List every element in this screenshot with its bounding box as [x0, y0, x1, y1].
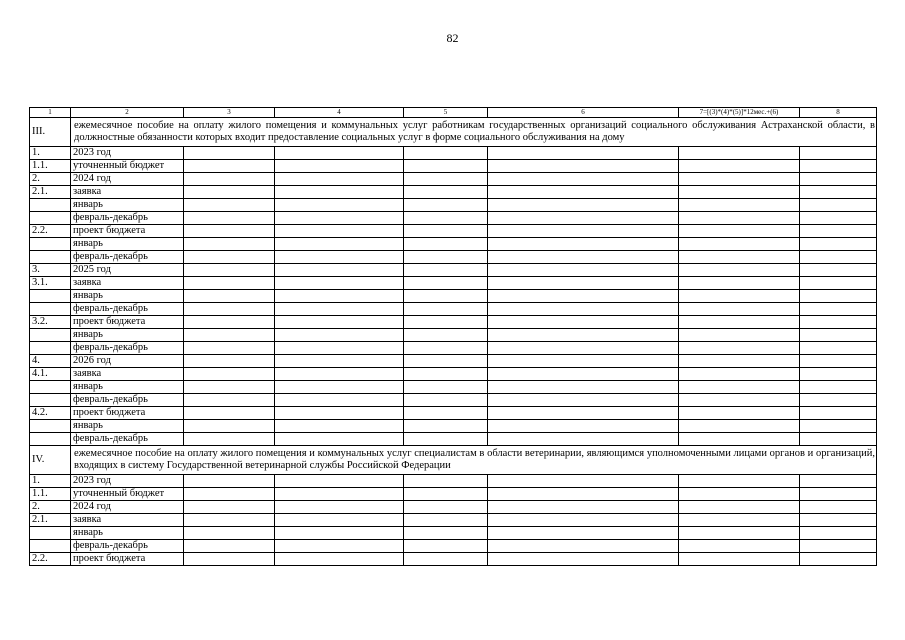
- value-cell: [404, 488, 488, 501]
- value-cell: [488, 329, 679, 342]
- table-row: [30, 264, 877, 277]
- value-cell: [679, 381, 800, 394]
- value-cell: [679, 199, 800, 212]
- value-cell: [800, 316, 877, 329]
- row-number: [30, 381, 71, 394]
- value-cell: [184, 355, 275, 368]
- value-cell: [488, 514, 679, 527]
- value-cell: [275, 501, 404, 514]
- table-row: [30, 501, 877, 514]
- row-number: 3.: [30, 264, 71, 277]
- value-cell: [404, 290, 488, 303]
- row-number: [30, 527, 71, 540]
- row-number: [30, 394, 71, 407]
- value-cell: [275, 420, 404, 433]
- column-number-cell: 3: [184, 108, 275, 118]
- table-row: [30, 381, 877, 394]
- value-cell: [800, 407, 877, 420]
- value-cell: [679, 186, 800, 199]
- value-cell: [404, 264, 488, 277]
- value-cell: [275, 381, 404, 394]
- value-cell: [404, 407, 488, 420]
- value-cell: [404, 475, 488, 488]
- row-number: III.: [30, 118, 71, 147]
- value-cell: [275, 212, 404, 225]
- row-label: проект бюджета: [71, 553, 184, 566]
- row-number: 1.1.: [30, 488, 71, 501]
- value-cell: [184, 381, 275, 394]
- value-cell: [275, 147, 404, 160]
- row-label: январь: [71, 329, 184, 342]
- value-cell: [275, 514, 404, 527]
- value-cell: [679, 527, 800, 540]
- value-cell: [679, 433, 800, 446]
- row-label: январь: [71, 290, 184, 303]
- page-number: 82: [446, 31, 459, 45]
- row-number: 4.2.: [30, 407, 71, 420]
- row-label: 2025 год: [71, 264, 184, 277]
- value-cell: [404, 238, 488, 251]
- value-cell: [404, 553, 488, 566]
- value-cell: [488, 160, 679, 173]
- row-label: февраль-декабрь: [71, 212, 184, 225]
- value-cell: [488, 368, 679, 381]
- value-cell: [679, 290, 800, 303]
- row-label: уточненный бюджет: [71, 488, 184, 501]
- value-cell: [404, 433, 488, 446]
- value-cell: [679, 147, 800, 160]
- value-cell: [404, 199, 488, 212]
- value-cell: [488, 277, 679, 290]
- value-cell: [800, 290, 877, 303]
- value-cell: [800, 527, 877, 540]
- value-cell: [679, 264, 800, 277]
- row-number: 2.1.: [30, 186, 71, 199]
- value-cell: [404, 277, 488, 290]
- value-cell: [404, 381, 488, 394]
- value-cell: [488, 238, 679, 251]
- value-cell: [800, 251, 877, 264]
- value-cell: [184, 238, 275, 251]
- table-row: [30, 355, 877, 368]
- value-cell: [800, 381, 877, 394]
- value-cell: [184, 394, 275, 407]
- row-label: февраль-декабрь: [71, 433, 184, 446]
- row-number: 2.: [30, 173, 71, 186]
- table-row: [30, 199, 877, 212]
- value-cell: [404, 160, 488, 173]
- value-cell: [184, 160, 275, 173]
- value-cell: [800, 514, 877, 527]
- section-header-row: [30, 446, 877, 475]
- table-row: [30, 394, 877, 407]
- value-cell: [404, 186, 488, 199]
- value-cell: [184, 553, 275, 566]
- table-row: [30, 251, 877, 264]
- value-cell: [404, 501, 488, 514]
- value-cell: [679, 488, 800, 501]
- value-cell: [488, 212, 679, 225]
- table-row: [30, 553, 877, 566]
- value-cell: [275, 407, 404, 420]
- value-cell: [404, 329, 488, 342]
- value-cell: [275, 173, 404, 186]
- value-cell: [184, 501, 275, 514]
- value-cell: [679, 514, 800, 527]
- value-cell: [488, 553, 679, 566]
- row-number: [30, 540, 71, 553]
- row-label: февраль-декабрь: [71, 540, 184, 553]
- value-cell: [184, 173, 275, 186]
- table-row: [30, 173, 877, 186]
- section-description: ежемесячное пособие на оплату жилого помещения и коммунальных услуг специалистам в области ветеринарии, являющимся уполномоченными лицами органов и организаций, входящих в систему Государственной ветеринарной службы Российской Федерации: [71, 446, 877, 475]
- value-cell: [275, 290, 404, 303]
- value-cell: [275, 475, 404, 488]
- value-cell: [184, 290, 275, 303]
- value-cell: [679, 501, 800, 514]
- value-cell: [275, 329, 404, 342]
- value-cell: [184, 527, 275, 540]
- row-number: [30, 238, 71, 251]
- value-cell: [679, 238, 800, 251]
- row-label: февраль-декабрь: [71, 251, 184, 264]
- value-cell: [275, 251, 404, 264]
- value-cell: [488, 527, 679, 540]
- value-cell: [184, 540, 275, 553]
- row-label: уточненный бюджет: [71, 160, 184, 173]
- row-label: январь: [71, 199, 184, 212]
- value-cell: [800, 420, 877, 433]
- row-number: 4.1.: [30, 368, 71, 381]
- row-number: [30, 420, 71, 433]
- value-cell: [679, 225, 800, 238]
- value-cell: [275, 277, 404, 290]
- value-cell: [488, 488, 679, 501]
- column-number-cell: 5: [404, 108, 488, 118]
- value-cell: [488, 225, 679, 238]
- value-cell: [275, 488, 404, 501]
- row-label: заявка: [71, 186, 184, 199]
- row-label: проект бюджета: [71, 316, 184, 329]
- row-number: 1.: [30, 147, 71, 160]
- value-cell: [184, 264, 275, 277]
- value-cell: [679, 303, 800, 316]
- row-label: февраль-декабрь: [71, 303, 184, 316]
- value-cell: [404, 316, 488, 329]
- table-row: [30, 186, 877, 199]
- value-cell: [488, 475, 679, 488]
- value-cell: [275, 238, 404, 251]
- value-cell: [679, 553, 800, 566]
- table-row: [30, 368, 877, 381]
- value-cell: [275, 225, 404, 238]
- value-cell: [275, 186, 404, 199]
- value-cell: [800, 147, 877, 160]
- row-number: 2.1.: [30, 514, 71, 527]
- row-label: проект бюджета: [71, 407, 184, 420]
- value-cell: [488, 394, 679, 407]
- value-cell: [679, 212, 800, 225]
- table-row: [30, 514, 877, 527]
- value-cell: [800, 186, 877, 199]
- value-cell: [184, 329, 275, 342]
- value-cell: [488, 540, 679, 553]
- value-cell: [679, 407, 800, 420]
- value-cell: [184, 407, 275, 420]
- value-cell: [800, 160, 877, 173]
- table-row: [30, 488, 877, 501]
- value-cell: [275, 199, 404, 212]
- row-number: [30, 433, 71, 446]
- row-label: заявка: [71, 368, 184, 381]
- value-cell: [275, 342, 404, 355]
- value-cell: [275, 368, 404, 381]
- value-cell: [275, 303, 404, 316]
- budget-table: [29, 107, 877, 566]
- column-number-row: [30, 108, 877, 118]
- value-cell: [275, 433, 404, 446]
- value-cell: [184, 277, 275, 290]
- value-cell: [488, 147, 679, 160]
- value-cell: [679, 277, 800, 290]
- value-cell: [275, 540, 404, 553]
- table-row: [30, 433, 877, 446]
- value-cell: [184, 433, 275, 446]
- table-row: [30, 303, 877, 316]
- value-cell: [275, 316, 404, 329]
- row-label: февраль-декабрь: [71, 394, 184, 407]
- value-cell: [800, 329, 877, 342]
- value-cell: [488, 501, 679, 514]
- value-cell: [404, 173, 488, 186]
- table-row: [30, 420, 877, 433]
- row-label: заявка: [71, 514, 184, 527]
- row-number: [30, 303, 71, 316]
- row-number: [30, 342, 71, 355]
- row-number: 1.: [30, 475, 71, 488]
- value-cell: [800, 212, 877, 225]
- row-number: [30, 251, 71, 264]
- value-cell: [275, 527, 404, 540]
- row-label: февраль-декабрь: [71, 342, 184, 355]
- section-header-row: [30, 118, 877, 147]
- value-cell: [488, 433, 679, 446]
- row-number: [30, 212, 71, 225]
- value-cell: [488, 342, 679, 355]
- row-label: 2023 год: [71, 475, 184, 488]
- value-cell: [800, 394, 877, 407]
- value-cell: [404, 514, 488, 527]
- table-row: [30, 238, 877, 251]
- value-cell: [404, 212, 488, 225]
- table-row: [30, 475, 877, 488]
- table-row: [30, 540, 877, 553]
- value-cell: [275, 553, 404, 566]
- value-cell: [679, 251, 800, 264]
- value-cell: [184, 475, 275, 488]
- value-cell: [404, 420, 488, 433]
- row-label: заявка: [71, 277, 184, 290]
- row-label: 2026 год: [71, 355, 184, 368]
- row-number: 2.2.: [30, 225, 71, 238]
- value-cell: [488, 264, 679, 277]
- value-cell: [679, 160, 800, 173]
- value-cell: [275, 355, 404, 368]
- value-cell: [275, 394, 404, 407]
- value-cell: [800, 355, 877, 368]
- table-row: [30, 225, 877, 238]
- value-cell: [184, 186, 275, 199]
- value-cell: [404, 225, 488, 238]
- table-row: [30, 407, 877, 420]
- table-row: [30, 277, 877, 290]
- value-cell: [800, 303, 877, 316]
- column-number-cell: 2: [71, 108, 184, 118]
- row-label: 2024 год: [71, 501, 184, 514]
- row-label: 2023 год: [71, 147, 184, 160]
- value-cell: [800, 173, 877, 186]
- table-row: [30, 527, 877, 540]
- value-cell: [800, 540, 877, 553]
- value-cell: [800, 238, 877, 251]
- value-cell: [800, 277, 877, 290]
- value-cell: [184, 420, 275, 433]
- row-label: январь: [71, 238, 184, 251]
- value-cell: [488, 303, 679, 316]
- row-number: 2.: [30, 501, 71, 514]
- value-cell: [275, 264, 404, 277]
- value-cell: [488, 355, 679, 368]
- value-cell: [404, 368, 488, 381]
- value-cell: [679, 355, 800, 368]
- value-cell: [184, 316, 275, 329]
- value-cell: [679, 329, 800, 342]
- value-cell: [679, 420, 800, 433]
- value-cell: [679, 316, 800, 329]
- table-row: [30, 290, 877, 303]
- value-cell: [404, 342, 488, 355]
- row-number: [30, 329, 71, 342]
- value-cell: [404, 303, 488, 316]
- row-label: 2024 год: [71, 173, 184, 186]
- value-cell: [184, 342, 275, 355]
- value-cell: [404, 251, 488, 264]
- row-number: IV.: [30, 446, 71, 475]
- column-number-cell: 7=[(3)*(4)*(5)]*12мес.+(6): [679, 108, 800, 118]
- value-cell: [184, 251, 275, 264]
- value-cell: [679, 368, 800, 381]
- value-cell: [184, 225, 275, 238]
- value-cell: [800, 264, 877, 277]
- value-cell: [404, 527, 488, 540]
- value-cell: [679, 394, 800, 407]
- value-cell: [488, 199, 679, 212]
- row-label: январь: [71, 527, 184, 540]
- value-cell: [488, 186, 679, 199]
- value-cell: [404, 355, 488, 368]
- value-cell: [404, 147, 488, 160]
- value-cell: [275, 160, 404, 173]
- value-cell: [679, 342, 800, 355]
- value-cell: [488, 251, 679, 264]
- value-cell: [800, 433, 877, 446]
- value-cell: [800, 199, 877, 212]
- value-cell: [184, 303, 275, 316]
- value-cell: [800, 225, 877, 238]
- value-cell: [679, 540, 800, 553]
- value-cell: [404, 394, 488, 407]
- row-number: 3.1.: [30, 277, 71, 290]
- value-cell: [404, 540, 488, 553]
- value-cell: [488, 381, 679, 394]
- value-cell: [800, 501, 877, 514]
- row-label: январь: [71, 381, 184, 394]
- value-cell: [679, 475, 800, 488]
- table-row: [30, 160, 877, 173]
- column-number-cell: 4: [275, 108, 404, 118]
- value-cell: [488, 173, 679, 186]
- value-cell: [488, 316, 679, 329]
- value-cell: [800, 553, 877, 566]
- table-row: [30, 342, 877, 355]
- value-cell: [184, 368, 275, 381]
- value-cell: [488, 290, 679, 303]
- value-cell: [184, 514, 275, 527]
- table-row: [30, 147, 877, 160]
- row-number: 4.: [30, 355, 71, 368]
- row-number: 3.2.: [30, 316, 71, 329]
- table-row: [30, 329, 877, 342]
- value-cell: [679, 173, 800, 186]
- value-cell: [488, 407, 679, 420]
- value-cell: [488, 420, 679, 433]
- row-number: [30, 199, 71, 212]
- section-description: ежемесячное пособие на оплату жилого помещения и коммунальных услуг работникам государственных организаций социального обслуживания Астраханской области, в должностные обязанности которых входит предоставление социальных услуг в форме социального обслуживания на дому: [71, 118, 877, 147]
- column-number-cell: 6: [488, 108, 679, 118]
- row-label: проект бюджета: [71, 225, 184, 238]
- value-cell: [800, 475, 877, 488]
- value-cell: [800, 368, 877, 381]
- row-number: 1.1.: [30, 160, 71, 173]
- value-cell: [800, 342, 877, 355]
- table-row: [30, 212, 877, 225]
- value-cell: [184, 488, 275, 501]
- column-number-cell: 8: [800, 108, 877, 118]
- row-number: 2.2.: [30, 553, 71, 566]
- value-cell: [184, 147, 275, 160]
- value-cell: [800, 488, 877, 501]
- value-cell: [184, 199, 275, 212]
- column-number-cell: 1: [30, 108, 71, 118]
- row-label: январь: [71, 420, 184, 433]
- row-number: [30, 290, 71, 303]
- value-cell: [184, 212, 275, 225]
- table-row: [30, 316, 877, 329]
